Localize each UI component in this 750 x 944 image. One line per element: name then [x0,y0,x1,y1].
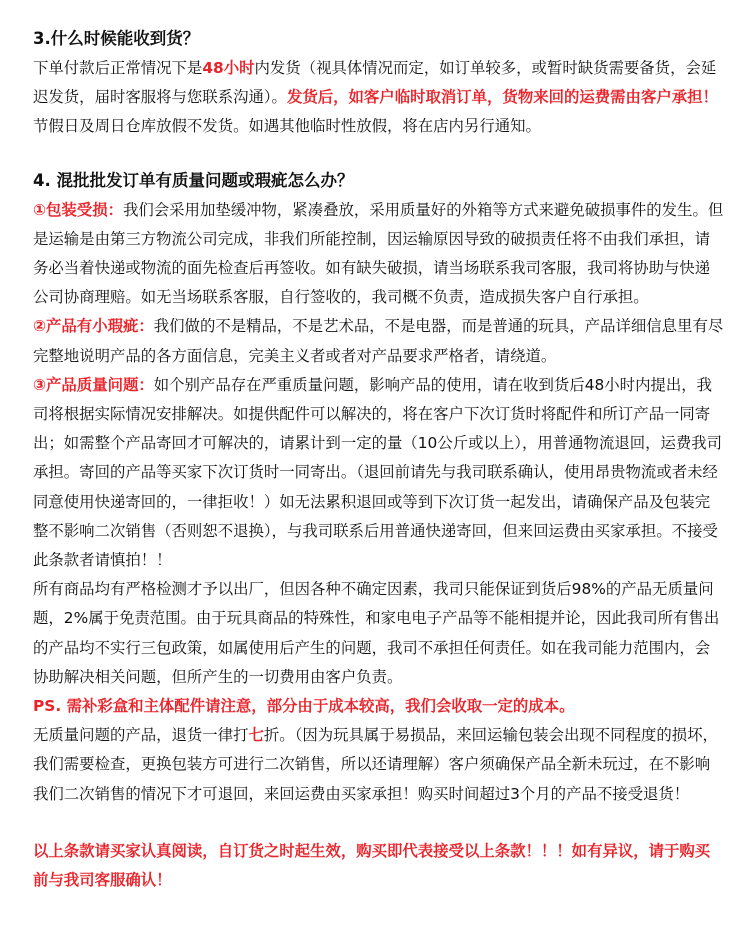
quality-guarantee-paragraph: 所有商品均有严格检测才予以出厂，但因各种不确定因素，我司只能保证到货后98%的产品无质量问题，2%属于免责范围。由于玩具商品的特殊性，和家电电子产品等不能相提并论，因此我司所有售出的产品均不实行三包政策，如属使用后产生的问题，我司不承担任何责任。如在我司能力范围内，会协助解决相关问题，但所产生的一切费用由客户负责。 [33,580,720,686]
delivery-text-b: 内发货（视具体情况而定，如订单较多，或暂时缺货需要备货，会延迟发货，届时客服将与您联系沟通）。 [33,59,717,107]
packaging-damage-item [33,196,725,313]
return-text-a: 无质量问题的产品，退货一律打 [33,726,249,745]
policy-document [33,24,725,895]
holiday-notice: 节假日及周日仓库放假不发货。如遇其他临时性放假，将在店内另行通知。 [33,117,541,136]
section-3-paragraph [33,54,725,142]
cancel-order-warning: 发货后，如客户临时取消订单，货物来回的运费需由客户承担！ [286,88,718,107]
minor-flaw-item [33,312,725,370]
packaging-damage-text: 我们会采用加垫缓冲物，紧凑叠放，采用质量好的外箱等方式来避免破损事件的发生。但是运输是由第三方物流公司完成，非我们所能控制，因运输原因导致的破损责任将不由我们承担，请务必当着快递或物流的面先检查后再签收。如有缺失破损，请当场联系我司客服，我司将协助与快递公司协商理赔。如无当场联系客服，自行签收的，我司概不负责，造成损失客户自行承担。 [33,200,724,307]
ps-note: PS. 需补彩盒和主体配件请注意，部分由于成本较高，我们会收取一定的成本。 [33,697,575,716]
section-3-heading: 3.什么时候能收到货？ [33,29,200,48]
quality-issue-item [33,371,725,575]
final-notice: 以上条款请买家认真阅读，自订货之时起生效，购买即代表接受以上条款！！！如有异议，请于购买前与我司客服确认！ [33,841,711,890]
minor-flaw-label: ②产品有小瑕疵： [33,317,154,336]
quality-issue-text: 如个别产品存在严重质量问题，影响产品的使用，请在收到货后48小时内提出，我司将根据实际情况安排解决。如提供配件可以解决的，将在客户下次订货时将配件和所订产品一同寄出；如需整个产品寄回才可解决的，请累计到一定的量（10公斤或以上），用普通物流退回，运费我司承担。寄回的产品等买家下次订货时一同寄出。（退回前请先与我司联系确认，使用昂贵物流或者未经同意使用快递寄回的，一律拒收！）如无法累积退回或等到下次订货一起发出，请确保产品及包装完整不影响二次销售（否则恕不退换），与我司联系后用普通快递寄回，但来回运费由买家承担。不接受此条款者请慎拍！！ [33,375,723,570]
section-4-heading: 4. 混批批发订单有质量问题或瑕疵怎么办？ [33,170,354,190]
quality-issue-label: ③产品质量问题： [33,375,154,394]
return-policy-paragraph [33,721,725,809]
delivery-text-a: 下单付款后正常情况下是 [33,59,203,77]
packaging-damage-label: ①包装受损： [33,200,123,219]
discount-highlight: 七 [248,726,264,745]
delivery-hours-highlight: 48小时 [202,59,255,77]
return-text-b: 折。（因为玩具属于易损品，来回运输包装会出现不同程度的损坏，我们需要检查，更换包装方可进行二次销售，所以还请理解）客户须确保产品全新未玩过，在不影响我们二次销售的情况下才可退回，来回运费由买家承担！购买时间超过3个月的产品不接受退货！ [33,726,718,803]
minor-flaw-text: 我们做的不是精品，不是艺术品，不是电器，而是普通的玩具，产品详细信息里有尽完整地说明产品的各方面信息，完美主义者或者对产品要求严格者，请绕道。 [33,317,724,365]
